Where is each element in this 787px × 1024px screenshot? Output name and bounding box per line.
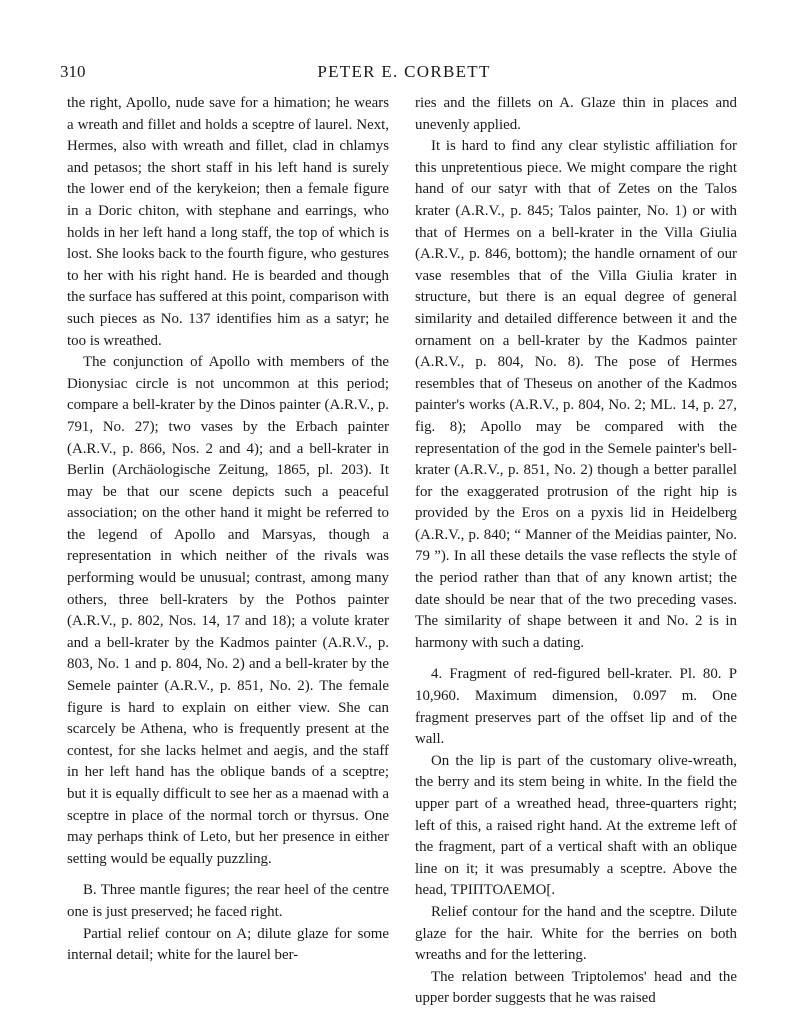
paragraph: The relation between Triptolemos' head and the upper border suggests that he was raised: [415, 968, 737, 1007]
left-column: [67, 93, 389, 967]
paragraph: It is hard to find any clear stylistic affiliation for this unpretentious piece. We might compare the right hand of our satyr with that of Zetes on the Talos krater (A.R.V., p. 845; Talos painter, No. 1) or with that of Hermes on a bell-krater in the Villa Giulia (A.R.V., p. 846, bottom); the handle ornament of our vase resembles that of the Villa Giulia krater in structure, but there is an equal degree of general similarity and detailed difference between it and the ornament on a bell-krater by the Kadmos painter (A.R.V., p. 804, No. 8). The pose of Hermes resembles that of Theseus on another of the Kadmos painter's works (A.R.V., p. 804, No. 2; ML. 14, p. 27, fig. 8); Apollo may be compared with the representation of the god in the Semele painter's bell-krater (A.R.V., p. 851, No. 2) though a better parallel for the exaggerated protrusion of the right hip is provided by the Eros on a pyxis lid in Heidelberg (A.R.V., p. 840; “ Manner of the Meidias painter, No. 79 ”). In all these details the vase reflects the style of the period rather than that of any known artist; the date should be near that of the two preceding vases. The similarity of shape between it and No. 2 is in harmony with such a dating.: [415, 138, 737, 651]
paragraph: B. Three mantle figures; the rear heel of the centre one is just preserved; he faced right.: [67, 882, 389, 920]
paragraph: Partial relief contour on A; dilute glaze for some internal detail; white for the laurel ber-: [67, 925, 389, 964]
paragraph: On the lip is part of the customary olive-wreath, the berry and its stem being in white. In the field the upper part of a wreathed head, three-quarters right; left of this, a raised right hand. At the extreme left of the fragment, part of a vertical shaft with an oblique line on it; it was presumably a sceptre. Above the head, ΤΡΙΠΤΟΛΕΜΟ[.: [415, 752, 737, 899]
catalogue-entry: 4. Fragment of red-figured bell-krater. Pl. 80. P 10,960. Maximum dimension, 0.097 m. One fragment preserves part of the offset lip and of the wall.: [415, 666, 737, 748]
right-column: [415, 93, 737, 1010]
page-number: 310: [60, 62, 86, 81]
paragraph: Relief contour for the hand and the sceptre. Dilute glaze for the hair. White for the berries on both wreaths and for the lettering.: [415, 903, 737, 964]
paragraph: The conjunction of Apollo with members of the Dionysiac circle is not uncommon at this period; compare a bell-krater by the Dinos painter (A.R.V., p. 791, No. 27); two vases by the Erbach painter (A.R.V., p. 866, Nos. 2 and 4); and a bell-krater in Berlin (Archäologische Zeitung, 1865, pl. 203). It may be that our scene depicts such a peaceful association; on the other hand it might be referred to the legend of Apollo and Marsyas, though a representation in which neither of the rivals was performing would be unusual; contrast, among many others, three bell-kraters by the Pothos painter (A.R.V., p. 802, Nos. 14, 17 and 18); a volute krater and a bell-krater by the Kadmos painter (A.R.V., p. 803, No. 1 and p. 804, No. 2) and a bell-krater by the Semele painter (A.R.V., p. 851, No. 2). The female figure is hard to explain on either view. She can scarcely be Athena, who is frequently present at the contest, for she lacks helmet and aegis, and the staff in her left hand has the oblique bands of a sceptre; but it is equally difficult to see her as a maenad with a sceptre in place of the normal torch or thyrsus. One may perhaps think of Leto, but her presence in either setting would be equally puzzling.: [67, 354, 389, 867]
page-header: [60, 62, 748, 84]
paragraph: the right, Apollo, nude save for a himation; he wears a wreath and fillet and holds a sceptre of laurel. Next, Hermes, also with wreath and fillet, clad in chlamys and petasos; the short staff in his left hand is surely the lower end of the kerykeion; then a female figure in a Doric chiton, with stephane and earrings, who holds in her left hand a long staff, the top of which is lost. She looks back to the fourth figure, who gestures to her with his right hand. He is bearded and though the surface has suffered at this point, comparison with such pieces as No. 137 identifies him as a satyr; he too is wreathed.: [67, 95, 389, 349]
paragraph: ries and the fillets on A. Glaze thin in places and unevenly applied.: [415, 95, 737, 133]
running-title: PETER E. CORBETT: [317, 62, 491, 81]
